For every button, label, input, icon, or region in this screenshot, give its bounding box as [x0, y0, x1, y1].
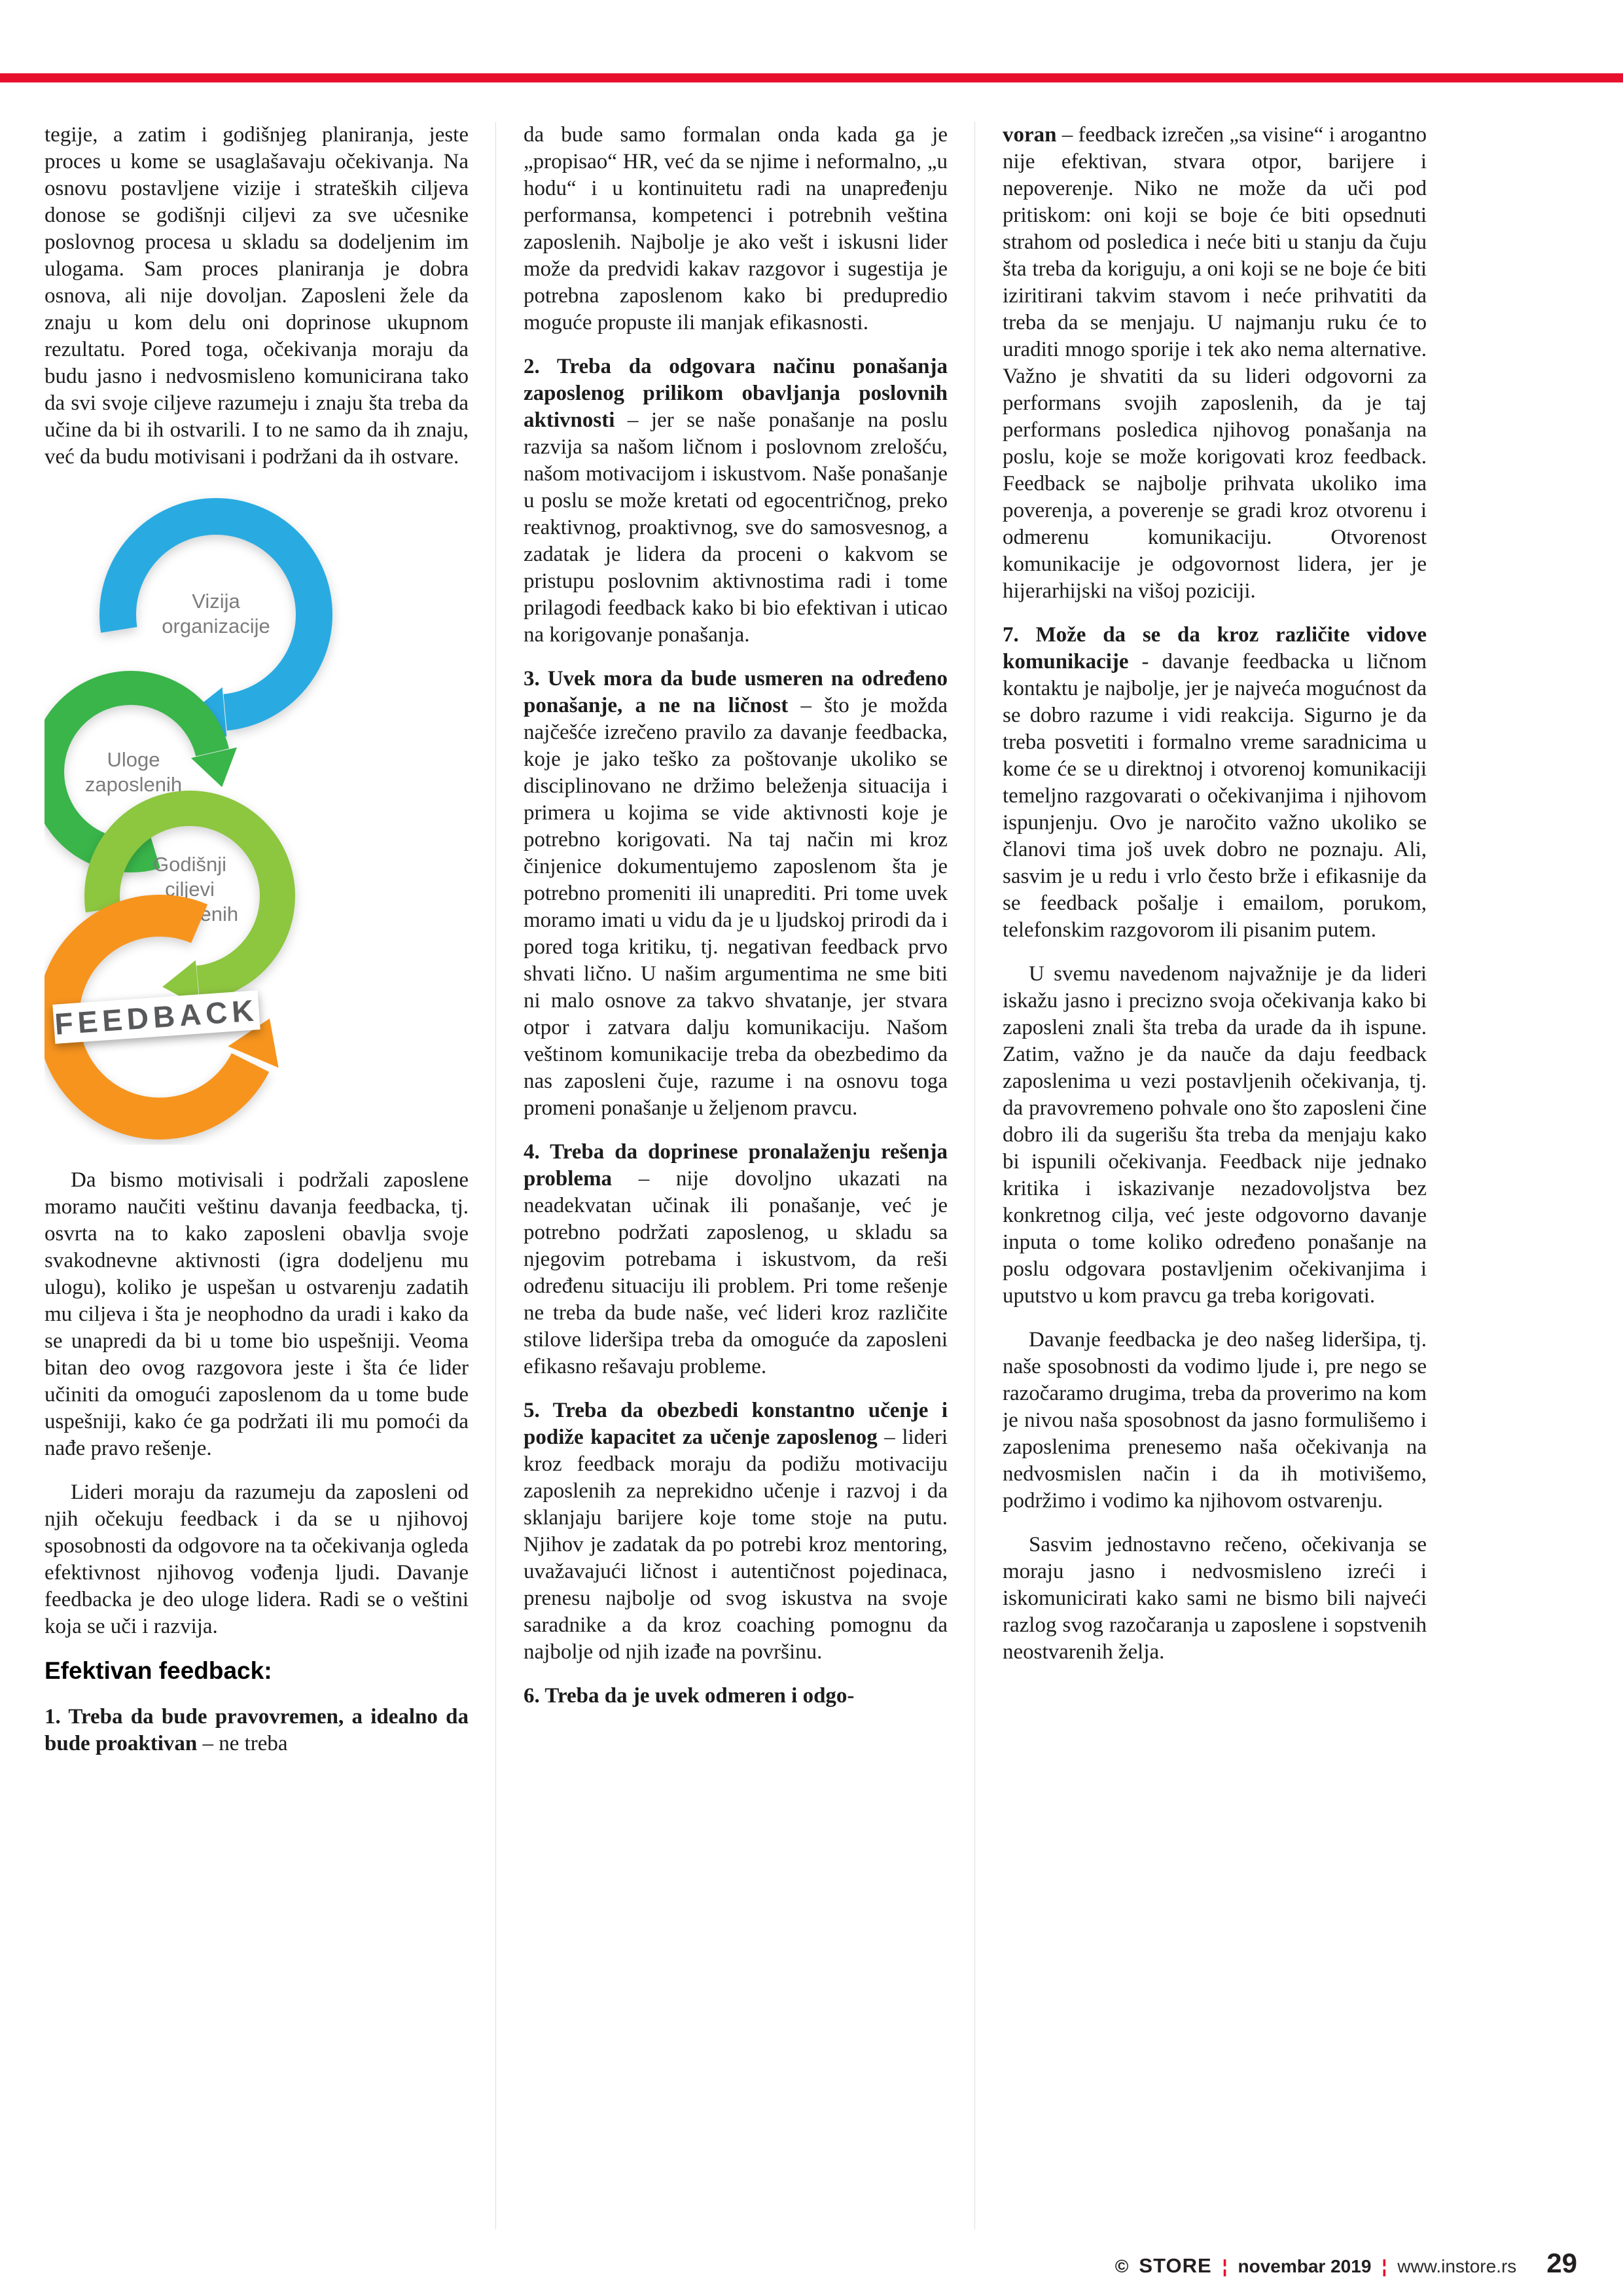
paragraph [45, 1167, 469, 1462]
text-segment: 4. Treba da doprinese pronalaženju rešenja problema [524, 1140, 948, 1191]
uloge-label-line1: Uloge [107, 748, 160, 771]
text-segment: 1. Treba da bude pravovremen, a idealno da bude proaktivan [45, 1705, 469, 1755]
vizija-label-line2: organizacije [162, 615, 270, 637]
column-divider [974, 122, 975, 2229]
paragraph [1003, 961, 1427, 1310]
paragraph [524, 1397, 948, 1666]
paragraph [1003, 1532, 1427, 1666]
feedback-cycle-diagram [45, 490, 469, 1145]
text-segment: – lideri kroz feedback moraju da podižu motivaciju zaposlenih za neprekidno učenje i razvoj i da sklanjaju barijere koje tome stoje na putu. Njihov je zadatak da po potrebi kroz mentoring, uvažavajući ličnost i autentičnost pojedinaca, prenesu najbolje od svog iskustva na svoje saradnike a da kroz coaching pomognu da najbolje od njih izađe na površinu. [524, 1426, 948, 1664]
text-segment: – ne treba [197, 1732, 288, 1755]
text-segment: da bude samo formalan onda kada ga je „propisao“ HR, već da se njime i neformalno, „u hodu“ i u kontinuitetu radi na unapređenju performansa, kompetenci i potrebnih veština zaposlenih. Najbolje je ako vešt i iskusni lider može da predvidi kakav razgovor i sugestija je potrebna zaposlenom kako bi predupredio moguće propuste ili manjak efikasnosti. [524, 123, 948, 334]
column-1-bottom-text [45, 1167, 469, 1757]
uloge-label-line2: zaposlenih [84, 773, 183, 796]
text-segment: – što je možda najčešće izrečeno pravilo za davanje feedbacka, koje je jako teško za poštovanje ukoliko se disciplinovano ne držimo beleženja situacija i primera u kojima se vide aktivnosti koje je potrebno korigovati. Na taj način mi kroz činjenice dokumentujemo zaposlenom šta je potrebno promeniti ili unaprediti. Pri tome uvek moramo imati u vidu da je u ljudskoj prirodi da i pored toga kritiku, tj. negativan feedback prvo shvati lično. U našim argumentima ne sme biti ni malo osnove za takvo shvatanje, jer stvara otpor i zatvara dalju komunikaciju. Našom veštinom komunikacije treba da obezbedimo da nas zaposleni čuje, razume i na osnovu toga promeni ponašanje u željenom pravcu. [524, 694, 948, 1120]
text-segment: 5. Treba da obezbedi konstantno učenje i podiže kapacitet za učenje zaposlenog [524, 1399, 948, 1449]
text-segment: – jer se naše ponašanje na poslu razvija sa našom ličnom i poslovnom zrelošću, našom motivacijom i iskustvom. Naše ponašanje u poslu se može kretati od egocentričnog, preko reaktivnog, proaktivnog, sve do samosvesnog, a zadatak je lidera da proceni o kakvom se pristupu poslovnim aktivnostima radi i tome prilagodi feedback kako bi bio efektivan i uticao na korigovanje ponašanja. [524, 408, 948, 647]
page-number: 29 [1546, 2248, 1577, 2278]
ciljevi-label-line3: zaposlenih [141, 903, 239, 925]
feedback-label: FEEDBACK [53, 993, 260, 1041]
paragraph [524, 353, 948, 649]
text-segment: Da bismo motivisali i podržali zaposlene moramo naučiti veštinu davanja feedbacka, tj. osvrta na to kako zaposleni obavlja svoje svakodnevne aktivnosti (igra dodeljenu mu ulogu), koliko je uspešan u ostvarenju zadatih mu ciljeva i šta je neophodno da uradi i kako da se unapredi da bi u tome bio uspešniji. Veoma bitan deo ovog razgovora jeste i šta će lider učiniti da omogući zaposlenom da u tome bude uspešniji, kako će ga podržati ili mu pomoći da nađe pravo rešenje. [45, 1168, 469, 1460]
website-url: www.instore.rs [1397, 2256, 1517, 2276]
text-segment: 2. Treba da odgovara načinu ponašanja zaposlenog prilikom obavljanja poslovnih aktivnosti [524, 355, 948, 432]
column-3 [1003, 122, 1427, 2236]
paragraph [1003, 1327, 1427, 1515]
paragraph [45, 1479, 469, 1640]
paragraph [1003, 622, 1427, 944]
section-heading: Efektivan feedback: [45, 1657, 272, 1684]
text-segment: 3. Uvek mora da bude usmeren na određeno ponašanje, a ne na ličnost [524, 667, 948, 717]
text-segment: U svemu navedenom najvažnije je da lideri iskažu jasno i precizno svoja očekivanja kako bi zaposleni znali šta treba da urade da ih ispune. Zatim, važno je da nauče da daju feedback zaposlenima u vezi postavljenih očekivanja, tj. da pravovremeno pohvale ono što zaposleni čine dobro ili da sugerišu šta treba da menjaju kako bi ispunili očekivanja. Feedback nije jednako kritika i iskazivanje nezadovoljstva bez konkretnog cilja, već jeste odgovorno davanje inputa o tome koliko određeno ponašanje na poslu odgovara postavljenim očekivanjima i uputstvo u kom pravcu ga treba korigovati. [1003, 962, 1427, 1308]
text-segment: Lideri moraju da razumeju da zaposleni od njih očekuju feedback i da se u njihovoj sposobnosti da odgovore na ta očekivanja ogleda efektivnost njihovog vođenja ljudi. Davanje feedbacka je deo uloge lidera. Radi se o veštini koja se uči i razvija. [45, 1480, 469, 1638]
text-segment: – nije dovoljno ukazati na neadekvatan učinak ili ponašanje, već je potrebno podržati zaposlenog, u skladu sa njegovim potrebama i iskustvom, da reši određenu situaciju ili problem. Pri tome rešenje ne treba da bude naše, već lideri kroz različite stilove lideršipa treba da omoguće da zaposleni efikasno rešavaju probleme. [524, 1167, 948, 1378]
text-segment: - davanje feedbacka u ličnom kontaktu je najbolje, jer je najveća mogućnost da se dobro razume i vidi reakcija. Sigurno je da treba posvetiti i formalno vreme saradnicima u kome će se u direktnoj i otvorenoj komunikaciji temeljno razgovarati o očekivanjima i njihovom ispunjenju. Ovo je naročito važno ukoliko se članovi tima još uvek dobro ne poznaju. Ali, sasvim je u redu i vrlo često brže i efikasnije da se feedback pošalje i emailom, porukom, telefonskim razgovorom ili pisanim putem. [1003, 650, 1427, 942]
top-red-bar [0, 73, 1623, 82]
page-footer [45, 2248, 1577, 2279]
ciljevi-label-line1: Godišnji [153, 853, 226, 876]
paragraph [524, 1683, 948, 1710]
paragraph [524, 1139, 948, 1380]
paragraph [1003, 122, 1427, 605]
column-divider [495, 122, 496, 2229]
column-1 [45, 122, 469, 2236]
copyright-icon: © [1115, 2256, 1129, 2276]
paragraph [45, 122, 469, 471]
text-segment: – feedback izrečen „sa visine“ i arogantno nije efektivan, stvara otpor, barijere i nepoverenje. Niko ne može da uči pod pritiskom: oni koji se boje će biti opsednuti strahom od posledica i neće biti u stanju da čuju šta treba da koriguju, a oni koji se ne boje će biti iziritirani takvim stavom i neće prihvatiti da treba da se menjaju. U najmanju ruku će to uraditi mnogo sporije i tek ako nema alternative. Važno je shvatiti da su lideri odgovorni za performans svojih zaposlenih, da je taj performans posledica njihovog ponašanja na poslu, koje se može korigovati kroz feedback. Feedback se najbolje prihvata ukoliko ima poverenja, a poverenje se gradi kroz otvorenu i odmerenu komunikaciju. Otvorenost komunikacije je odgovornost lidera, jer je hijerarhijski na višoj poziciji. [1003, 123, 1427, 603]
brand-logo: STORE [1139, 2254, 1212, 2277]
text-segment: voran [1003, 123, 1057, 147]
paragraph [524, 666, 948, 1122]
vizija-label-line1: Vizija [192, 590, 240, 613]
paragraph [524, 122, 948, 336]
text-segment: tegije, a zatim i godišnjeg planiranja, jeste proces u kome se usaglašavaju očekivanja. Na osnovu postavljene vizije i strateških ciljeva donose se godišnji ciljevi za sve učesnike poslovnog procesa u skladu sa dodeljenim im ulogama. Sam proces planiranja je dobra osnova, ali nije dovoljan. Zaposleni žele da znaju u kom delu oni doprinose ukupnom rezultatu. Pored toga, očekivanja moraju da budu jasno i nedvosmisleno komunicirana tako da svi svoje ciljeve razumeju i znaju šta treba da učine da bi ih ostvarili. I to ne samo da ih znaju, već da budu motivisani i podržani da ih ostvare. [45, 123, 469, 469]
text-segment: 7. Može da se da kroz različite vidove komunikacije [1003, 623, 1427, 673]
text-segment: Sasvim jednostavno rečeno, očekivanja se moraju jasno i nedvosmisleno izreći i iskomunicirati kako sami ne bismo bili najveći razlog svog razočaranja u zaposlene i sopstvenih neostvarenih želja. [1003, 1533, 1427, 1664]
column-1-top-text [45, 122, 469, 471]
footer-separator: ¦ [1382, 2256, 1387, 2276]
paragraph [45, 1704, 469, 1757]
footer-separator: ¦ [1222, 2256, 1228, 2276]
text-segment: 6. Treba da je uvek odmeren i odgo- [524, 1684, 855, 1708]
column-2 [524, 122, 948, 2236]
text-segment: Davanje feedbacka je deo našeg lideršipa, tj. naše sposobnosti da vodimo ljude i, pre nego se razočaramo drugima, treba da proverimo na kom je nivou naša sposobnost da jasno formulišemo i zaposlenima prenesemo naša očekivanja na nedvosmislen način i da ih motivišemo, podržimo i vodimo ka njihovom ostvarenju. [1003, 1328, 1427, 1513]
issue-date: novembar 2019 [1238, 2256, 1372, 2276]
ciljevi-label-line2: ciljevi [165, 878, 215, 901]
